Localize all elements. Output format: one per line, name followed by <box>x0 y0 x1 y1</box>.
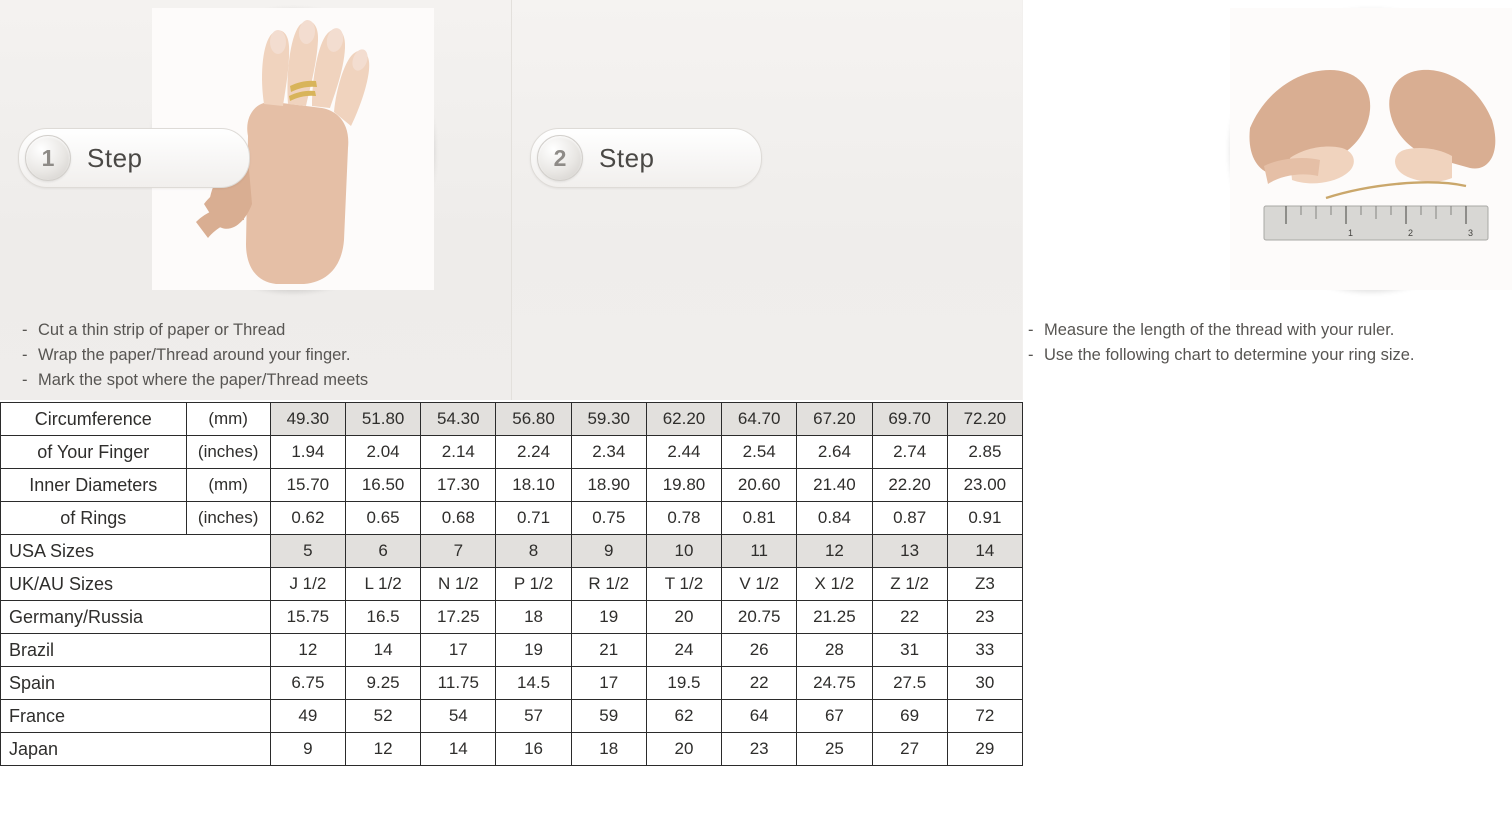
cell: 25 <box>797 733 872 766</box>
ruler-body <box>1264 206 1488 240</box>
cell: 17 <box>571 667 646 700</box>
cell: 21 <box>571 634 646 667</box>
cell: 51.80 <box>345 403 420 436</box>
row-label-japan: Japan <box>1 733 271 766</box>
cell: 0.71 <box>496 502 571 535</box>
cell: 2.74 <box>872 436 947 469</box>
cell: Z 1/2 <box>872 568 947 601</box>
cell: 21.40 <box>797 469 872 502</box>
cell: 9 <box>270 733 345 766</box>
cell: 20 <box>646 601 721 634</box>
cell: 20 <box>646 733 721 766</box>
cell: 11 <box>722 535 797 568</box>
cell: 21.25 <box>797 601 872 634</box>
cell: 22 <box>872 601 947 634</box>
cell: 2.44 <box>646 436 721 469</box>
step-1-bullet-3: Mark the spot where the paper/Thread meets <box>38 371 369 389</box>
cell: 0.78 <box>646 502 721 535</box>
row-label-uk-au-sizes: UK/AU Sizes <box>1 568 271 601</box>
cell: 7 <box>421 535 496 568</box>
unit-mm: (mm) <box>186 403 270 436</box>
cell: Z3 <box>947 568 1022 601</box>
cell: 16.50 <box>345 469 420 502</box>
cell: 69 <box>872 700 947 733</box>
cell: 24.75 <box>797 667 872 700</box>
cell: T 1/2 <box>646 568 721 601</box>
cell: 14 <box>947 535 1022 568</box>
cell: 18 <box>571 733 646 766</box>
cell: 31 <box>872 634 947 667</box>
cell: 13 <box>872 535 947 568</box>
ruler-illustration <box>1230 8 1512 290</box>
cell: 2.04 <box>345 436 420 469</box>
table-row <box>1 436 1023 469</box>
step-1-label: Step <box>87 142 143 173</box>
step-1-bullet-1: Cut a thin strip of paper or Thread <box>38 321 286 339</box>
cell: 12 <box>797 535 872 568</box>
cell: 52 <box>345 700 420 733</box>
table-row <box>1 733 1023 766</box>
cell: 28 <box>797 634 872 667</box>
step-1-bullet-2: Wrap the paper/Thread around your finger. <box>38 346 351 364</box>
cell: 54.30 <box>421 403 496 436</box>
step-2-number: 2 <box>537 135 583 181</box>
svg-text:2: 2 <box>1408 228 1414 238</box>
step-1-number: 1 <box>25 135 71 181</box>
cell: 14.5 <box>496 667 571 700</box>
row-label-spain: Spain <box>1 667 271 700</box>
table-row <box>1 568 1023 601</box>
cell: 15.70 <box>270 469 345 502</box>
cell: 6 <box>345 535 420 568</box>
cell: 15.75 <box>270 601 345 634</box>
cell: 72 <box>947 700 1022 733</box>
cell: R 1/2 <box>571 568 646 601</box>
cell: 72.20 <box>947 403 1022 436</box>
cell: 20.75 <box>722 601 797 634</box>
cell: 33 <box>947 634 1022 667</box>
cell: 29 <box>947 733 1022 766</box>
cell: 19.80 <box>646 469 721 502</box>
table-row <box>1 403 1023 436</box>
cell: 26 <box>722 634 797 667</box>
cell: J 1/2 <box>270 568 345 601</box>
cell: 0.87 <box>872 502 947 535</box>
cell: 12 <box>270 634 345 667</box>
cell: L 1/2 <box>345 568 420 601</box>
table-row <box>1 535 1023 568</box>
cell: 49.30 <box>270 403 345 436</box>
cell: 0.65 <box>345 502 420 535</box>
cell: 17.25 <box>421 601 496 634</box>
cell: 10 <box>646 535 721 568</box>
cell: 49 <box>270 700 345 733</box>
cell: 19.5 <box>646 667 721 700</box>
cell: 17 <box>421 634 496 667</box>
size-chart-body <box>1 403 1023 766</box>
cell: 67.20 <box>797 403 872 436</box>
cell: 56.80 <box>496 403 571 436</box>
step-2-instructions: - Measure the length of the thread with your ruler. - Use the following chart to determine your ring size. <box>1028 321 1415 364</box>
cell: 20.60 <box>722 469 797 502</box>
row-label-circumference-2: of Your Finger <box>1 436 187 469</box>
table-row <box>1 667 1023 700</box>
cell: 8 <box>496 535 571 568</box>
cell: 27 <box>872 733 947 766</box>
cell: 67 <box>797 700 872 733</box>
cell: X 1/2 <box>797 568 872 601</box>
cell: 22 <box>722 667 797 700</box>
cell: 2.24 <box>496 436 571 469</box>
cell: 59 <box>571 700 646 733</box>
cell: 57 <box>496 700 571 733</box>
step-1-badge <box>18 128 250 188</box>
cell: 64.70 <box>722 403 797 436</box>
row-label-germany-russia: Germany/Russia <box>1 601 271 634</box>
thread-and-ruler-photo <box>1230 8 1512 290</box>
cell: 14 <box>345 634 420 667</box>
cell: V 1/2 <box>722 568 797 601</box>
row-label-france: France <box>1 700 271 733</box>
cell: 23 <box>947 601 1022 634</box>
unit-inches: (inches) <box>186 502 270 535</box>
cell: 2.64 <box>797 436 872 469</box>
cell: N 1/2 <box>421 568 496 601</box>
cell: 5 <box>270 535 345 568</box>
cell: 24 <box>646 634 721 667</box>
step-1-instructions: - Cut a thin strip of paper or Thread - Wrap the paper/Thread around your finger. - Mark the spot where the paper/Thread meets <box>22 321 369 389</box>
cell: 22.20 <box>872 469 947 502</box>
cell: 0.81 <box>722 502 797 535</box>
cell: 19 <box>571 601 646 634</box>
cell: 16.5 <box>345 601 420 634</box>
cell: 17.30 <box>421 469 496 502</box>
table-row <box>1 700 1023 733</box>
cell: 0.84 <box>797 502 872 535</box>
table-row <box>1 601 1023 634</box>
steps-section <box>0 0 1474 400</box>
step-2-bullet-2: Use the following chart to determine your ring size. <box>1044 346 1415 364</box>
cell: 1.94 <box>270 436 345 469</box>
cell: 12 <box>345 733 420 766</box>
cell: 2.85 <box>947 436 1022 469</box>
cell: 62 <box>646 700 721 733</box>
cell: 23 <box>722 733 797 766</box>
svg-text:1: 1 <box>1348 228 1354 238</box>
cell: 2.34 <box>571 436 646 469</box>
cell: 27.5 <box>872 667 947 700</box>
cell: P 1/2 <box>496 568 571 601</box>
cell: 0.62 <box>270 502 345 535</box>
cell: 9 <box>571 535 646 568</box>
cell: 30 <box>947 667 1022 700</box>
cell: 2.14 <box>421 436 496 469</box>
step-2-bullet-1: Measure the length of the thread with your ruler. <box>1044 321 1395 339</box>
cell: 64 <box>722 700 797 733</box>
step-2-label: Step <box>599 142 655 173</box>
cell: 59.30 <box>571 403 646 436</box>
row-label-inner-diameter-2: of Rings <box>1 502 187 535</box>
table-row <box>1 469 1023 502</box>
row-label-inner-diameter-1: Inner Diameters <box>1 469 187 502</box>
unit-inches: (inches) <box>186 436 270 469</box>
cell: 9.25 <box>345 667 420 700</box>
table-row <box>1 502 1023 535</box>
cell: 0.91 <box>947 502 1022 535</box>
cell: 0.75 <box>571 502 646 535</box>
unit-mm: (mm) <box>186 469 270 502</box>
cell: 54 <box>421 700 496 733</box>
table-row <box>1 634 1023 667</box>
ring-size-chart <box>0 402 1023 766</box>
svg-text:3: 3 <box>1468 228 1474 238</box>
cell: 18 <box>496 601 571 634</box>
cell: 14 <box>421 733 496 766</box>
cell: 19 <box>496 634 571 667</box>
cell: 0.68 <box>421 502 496 535</box>
row-label-usa-sizes: USA Sizes <box>1 535 271 568</box>
cell: 62.20 <box>646 403 721 436</box>
step-2-badge <box>530 128 762 188</box>
cell: 69.70 <box>872 403 947 436</box>
cell: 6.75 <box>270 667 345 700</box>
row-label-brazil: Brazil <box>1 634 271 667</box>
cell: 16 <box>496 733 571 766</box>
size-chart-table <box>0 402 1023 766</box>
cell: 23.00 <box>947 469 1022 502</box>
cell: 2.54 <box>722 436 797 469</box>
step-2-panel <box>511 0 1474 400</box>
cell: 18.90 <box>571 469 646 502</box>
cell: 18.10 <box>496 469 571 502</box>
step-1-panel <box>0 0 511 400</box>
cell: 11.75 <box>421 667 496 700</box>
row-label-circumference-1: Circumference <box>1 403 187 436</box>
